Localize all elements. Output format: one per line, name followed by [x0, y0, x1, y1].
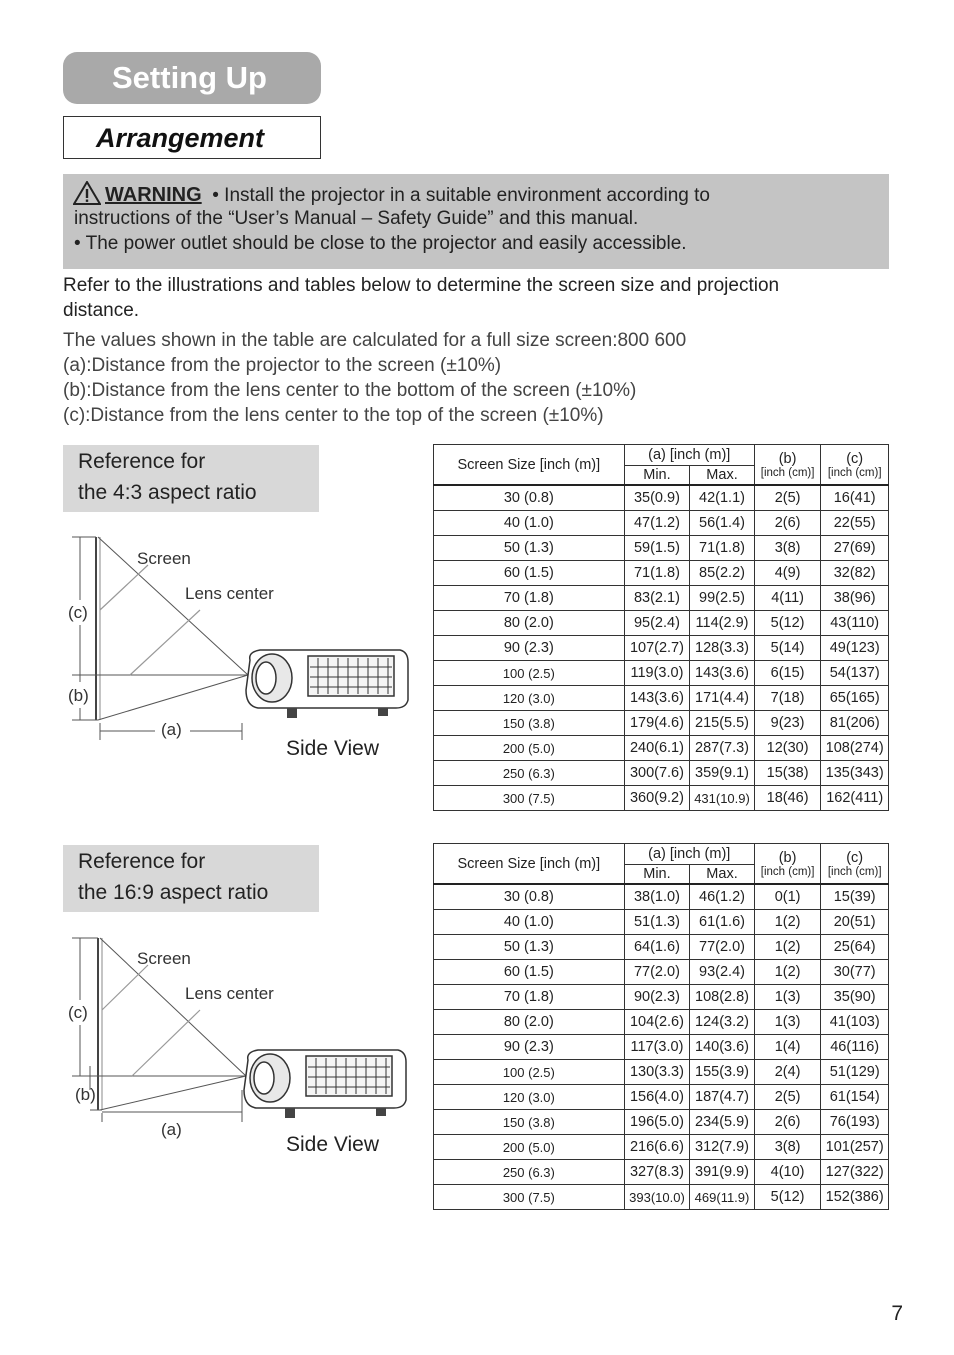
- cell-a-max: 99(2.5): [690, 586, 755, 611]
- cell-c: 32(82): [821, 561, 889, 586]
- warning-text-1: • Install the projector in a suitable environment according to: [212, 185, 710, 206]
- table-row: [434, 985, 889, 1010]
- cell-b: 5(12): [754, 611, 821, 636]
- cell-b: 2(6): [754, 1110, 821, 1135]
- cell-screen-size: 60 (1.5): [434, 960, 625, 985]
- table-row: [434, 536, 889, 561]
- cell-screen-size: 60 (1.5): [434, 561, 625, 586]
- intro-line-1: Refer to the illustrations and tables below to determine the screen size and projection: [63, 275, 780, 296]
- table-row: [434, 1110, 889, 1135]
- side-view-label-4-3: Side View: [286, 737, 380, 760]
- cell-b: 2(6): [754, 511, 821, 536]
- cell-a-max: 171(4.4): [690, 686, 755, 711]
- intro-line-2: distance.: [63, 300, 140, 321]
- cell-screen-size: 90 (2.3): [434, 636, 625, 661]
- cell-a-min: 360(9.2): [624, 786, 690, 811]
- diagram-4-3-lens-label: Lens center: [185, 584, 274, 603]
- cell-a-min: 83(2.1): [624, 586, 690, 611]
- header-b: (b) [inch (cm)]: [754, 445, 821, 486]
- cell-screen-size: 150 (3.8): [434, 711, 625, 736]
- warning-line-1: [73, 181, 710, 208]
- side-view-label-16-9: Side View: [286, 1133, 380, 1156]
- diagram-4-3-a-label: (a): [161, 720, 182, 739]
- cell-b: 1(3): [754, 985, 821, 1010]
- cell-c: 135(343): [821, 761, 889, 786]
- cell-a-max: 128(3.3): [690, 636, 755, 661]
- cell-c: 22(55): [821, 511, 889, 536]
- cell-c: 20(51): [821, 910, 889, 935]
- cell-c: 43(110): [821, 611, 889, 636]
- intro-line-5: (b):Distance from the lens center to the bottom of the screen (±10%): [63, 380, 637, 401]
- cell-c: 101(257): [821, 1135, 889, 1160]
- cell-b: 6(15): [754, 661, 821, 686]
- cell-b: 5(14): [754, 636, 821, 661]
- cell-a-max: 61(1.6): [690, 910, 755, 935]
- diagram-16-9-screen-label: Screen: [137, 949, 191, 968]
- intro-line-3: The values shown in the table are calculated for a full size screen:800 600: [63, 330, 687, 351]
- cell-a-max: 391(9.9): [690, 1160, 755, 1185]
- cell-a-max: 124(3.2): [690, 1010, 755, 1035]
- header-b: (b) [inch (cm)]: [754, 844, 821, 885]
- section-heading: Arrangement: [96, 123, 265, 153]
- cell-a-max: 77(2.0): [690, 935, 755, 960]
- cell-c: 61(154): [821, 1085, 889, 1110]
- table-row: [434, 661, 889, 686]
- diagram-4-3-c-label: (c): [68, 603, 88, 622]
- warning-label: WARNING: [105, 184, 202, 206]
- diagram-16-9-a-label: (a): [161, 1120, 182, 1139]
- cell-a-min: 179(4.6): [624, 711, 690, 736]
- cell-screen-size: 40 (1.0): [434, 511, 625, 536]
- cell-c: 25(64): [821, 935, 889, 960]
- diagram-16-9-c-label: (c): [68, 1003, 88, 1022]
- intro-line-4: (a):Distance from the projector to the screen (±10%): [63, 355, 502, 376]
- cell-a-min: 59(1.5): [624, 536, 690, 561]
- cell-c: 51(129): [821, 1060, 889, 1085]
- header-max: Max.: [690, 865, 755, 885]
- table-row: [434, 1160, 889, 1185]
- warning-text-2: instructions of the “User’s Manual – Safety Guide” and this manual.: [74, 208, 639, 229]
- cell-b: 12(30): [754, 736, 821, 761]
- cell-c: 46(116): [821, 1035, 889, 1060]
- cell-a-max: 359(9.1): [690, 761, 755, 786]
- cell-a-min: 71(1.8): [624, 561, 690, 586]
- side-view-diagram-16-9: [60, 930, 420, 1145]
- cell-b: 15(38): [754, 761, 821, 786]
- diagram-16-9-lens-label: Lens center: [185, 984, 274, 1003]
- cell-b: 2(4): [754, 1060, 821, 1085]
- cell-screen-size: 70 (1.8): [434, 985, 625, 1010]
- cell-a-min: 130(3.3): [624, 1060, 690, 1085]
- cell-c: 41(103): [821, 1010, 889, 1035]
- side-view-diagram-4-3: [60, 530, 420, 745]
- cell-a-min: 35(0.9): [624, 485, 690, 511]
- header-a: (a) [inch (m)]: [624, 445, 754, 466]
- cell-screen-size: 300 (7.5): [434, 1185, 625, 1210]
- cell-c: 27(69): [821, 536, 889, 561]
- cell-c: 49(123): [821, 636, 889, 661]
- header-screen-size: Screen Size [inch (m)]: [434, 445, 625, 486]
- cell-screen-size: 50 (1.3): [434, 536, 625, 561]
- table-row: [434, 511, 889, 536]
- table-row: [434, 786, 889, 811]
- reference-16-9-line-1: Reference for: [78, 850, 206, 873]
- cell-b: 18(46): [754, 786, 821, 811]
- table-row: [434, 1135, 889, 1160]
- cell-screen-size: 120 (3.0): [434, 686, 625, 711]
- cell-screen-size: 120 (3.0): [434, 1085, 625, 1110]
- cell-b: 7(18): [754, 686, 821, 711]
- table-row: [434, 586, 889, 611]
- cell-b: 1(2): [754, 935, 821, 960]
- cell-c: 152(386): [821, 1185, 889, 1210]
- header-a: (a) [inch (m)]: [624, 844, 754, 865]
- cell-a-max: 71(1.8): [690, 536, 755, 561]
- cell-screen-size: 100 (2.5): [434, 1060, 625, 1085]
- cell-a-min: 104(2.6): [624, 1010, 690, 1035]
- cell-a-max: 469(11.9): [690, 1185, 755, 1210]
- cell-c: 65(165): [821, 686, 889, 711]
- cell-c: 15(39): [821, 884, 889, 910]
- cell-screen-size: 100 (2.5): [434, 661, 625, 686]
- cell-screen-size: 150 (3.8): [434, 1110, 625, 1135]
- header-c: (c) [inch (cm)]: [821, 844, 889, 885]
- cell-b: 1(2): [754, 960, 821, 985]
- cell-c: 35(90): [821, 985, 889, 1010]
- cell-a-min: 119(3.0): [624, 661, 690, 686]
- cell-b: 0(1): [754, 884, 821, 910]
- cell-b: 4(9): [754, 561, 821, 586]
- cell-a-max: 46(1.2): [690, 884, 755, 910]
- cell-c: 38(96): [821, 586, 889, 611]
- cell-a-max: 215(5.5): [690, 711, 755, 736]
- cell-a-max: 187(4.7): [690, 1085, 755, 1110]
- cell-screen-size: 40 (1.0): [434, 910, 625, 935]
- diagram-4-3-b-label: (b): [68, 686, 89, 705]
- warning-triangle-icon: [73, 181, 101, 205]
- cell-b: 1(2): [754, 910, 821, 935]
- cell-a-max: 140(3.6): [690, 1035, 755, 1060]
- cell-screen-size: 200 (5.0): [434, 1135, 625, 1160]
- table-row: [434, 1035, 889, 1060]
- cell-a-min: 90(2.3): [624, 985, 690, 1010]
- cell-a-min: 77(2.0): [624, 960, 690, 985]
- cell-c: 16(41): [821, 485, 889, 511]
- cell-c: 54(137): [821, 661, 889, 686]
- cell-c: 76(193): [821, 1110, 889, 1135]
- intro-line-6: (c):Distance from the lens center to the top of the screen (±10%): [63, 405, 604, 426]
- cell-a-min: 393(10.0): [624, 1185, 690, 1210]
- cell-a-min: 327(8.3): [624, 1160, 690, 1185]
- reference-16-9-line-2: the 16:9 aspect ratio: [78, 881, 269, 904]
- table-row: [434, 1060, 889, 1085]
- cell-screen-size: 30 (0.8): [434, 884, 625, 910]
- cell-screen-size: 200 (5.0): [434, 736, 625, 761]
- cell-screen-size: 30 (0.8): [434, 485, 625, 511]
- table-row: [434, 485, 889, 511]
- table-row: [434, 960, 889, 985]
- cell-b: 1(3): [754, 1010, 821, 1035]
- cell-a-min: 64(1.6): [624, 935, 690, 960]
- cell-a-max: 287(7.3): [690, 736, 755, 761]
- table-row: [434, 636, 889, 661]
- table-row: [434, 935, 889, 960]
- cell-a-min: 51(1.3): [624, 910, 690, 935]
- cell-a-min: 95(2.4): [624, 611, 690, 636]
- cell-a-max: 114(2.9): [690, 611, 755, 636]
- table-4-3: [433, 444, 889, 811]
- cell-b: 4(10): [754, 1160, 821, 1185]
- cell-a-max: 93(2.4): [690, 960, 755, 985]
- cell-b: 2(5): [754, 1085, 821, 1110]
- cell-a-max: 312(7.9): [690, 1135, 755, 1160]
- table-row: [434, 711, 889, 736]
- cell-c: 108(274): [821, 736, 889, 761]
- table-row: [434, 1010, 889, 1035]
- cell-c: 81(206): [821, 711, 889, 736]
- cell-a-min: 143(3.6): [624, 686, 690, 711]
- cell-a-min: 216(6.6): [624, 1135, 690, 1160]
- cell-b: 4(11): [754, 586, 821, 611]
- cell-a-min: 300(7.6): [624, 761, 690, 786]
- cell-c: 162(411): [821, 786, 889, 811]
- cell-c: 30(77): [821, 960, 889, 985]
- cell-a-min: 196(5.0): [624, 1110, 690, 1135]
- cell-a-min: 107(2.7): [624, 636, 690, 661]
- warning-text-3: • The power outlet should be close to the projector and easily accessible.: [74, 233, 687, 254]
- table-16-9: [433, 843, 889, 1210]
- cell-a-min: 156(4.0): [624, 1085, 690, 1110]
- diagram-16-9-b-label: (b): [75, 1085, 96, 1104]
- table-row: [434, 1085, 889, 1110]
- cell-b: 1(4): [754, 1035, 821, 1060]
- cell-b: 3(8): [754, 536, 821, 561]
- reference-4-3-line-2: the 4:3 aspect ratio: [78, 481, 257, 504]
- table-row: [434, 611, 889, 636]
- cell-screen-size: 50 (1.3): [434, 935, 625, 960]
- table-row: [434, 686, 889, 711]
- cell-b: 5(12): [754, 1185, 821, 1210]
- page-number: 7: [891, 1302, 903, 1325]
- cell-screen-size: 250 (6.3): [434, 1160, 625, 1185]
- cell-a-min: 47(1.2): [624, 511, 690, 536]
- cell-screen-size: 80 (2.0): [434, 1010, 625, 1035]
- cell-screen-size: 80 (2.0): [434, 611, 625, 636]
- header-screen-size: Screen Size [inch (m)]: [434, 844, 625, 885]
- cell-b: 2(5): [754, 485, 821, 511]
- cell-a-max: 431(10.9): [690, 786, 755, 811]
- cell-a-max: 85(2.2): [690, 561, 755, 586]
- cell-a-min: 240(6.1): [624, 736, 690, 761]
- table-row: [434, 910, 889, 935]
- cell-a-min: 117(3.0): [624, 1035, 690, 1060]
- table-row: [434, 1185, 889, 1210]
- table-row: [434, 884, 889, 910]
- cell-a-min: 38(1.0): [624, 884, 690, 910]
- header-max: Max.: [690, 466, 755, 486]
- cell-c: 127(322): [821, 1160, 889, 1185]
- cell-b: 9(23): [754, 711, 821, 736]
- cell-a-max: 143(3.6): [690, 661, 755, 686]
- table-row: [434, 761, 889, 786]
- cell-a-max: 56(1.4): [690, 511, 755, 536]
- cell-a-max: 234(5.9): [690, 1110, 755, 1135]
- cell-a-max: 155(3.9): [690, 1060, 755, 1085]
- page-title: Setting Up: [112, 60, 267, 95]
- header-min: Min.: [624, 466, 690, 486]
- reference-4-3-line-1: Reference for: [78, 450, 206, 473]
- header-min: Min.: [624, 865, 690, 885]
- cell-b: 3(8): [754, 1135, 821, 1160]
- cell-screen-size: 300 (7.5): [434, 786, 625, 811]
- cell-a-max: 42(1.1): [690, 485, 755, 511]
- cell-screen-size: 70 (1.8): [434, 586, 625, 611]
- table-row: [434, 736, 889, 761]
- cell-screen-size: 90 (2.3): [434, 1035, 625, 1060]
- cell-screen-size: 250 (6.3): [434, 761, 625, 786]
- header-c: (c) [inch (cm)]: [821, 445, 889, 486]
- diagram-4-3-screen-label: Screen: [137, 549, 191, 568]
- cell-a-max: 108(2.8): [690, 985, 755, 1010]
- table-row: [434, 561, 889, 586]
